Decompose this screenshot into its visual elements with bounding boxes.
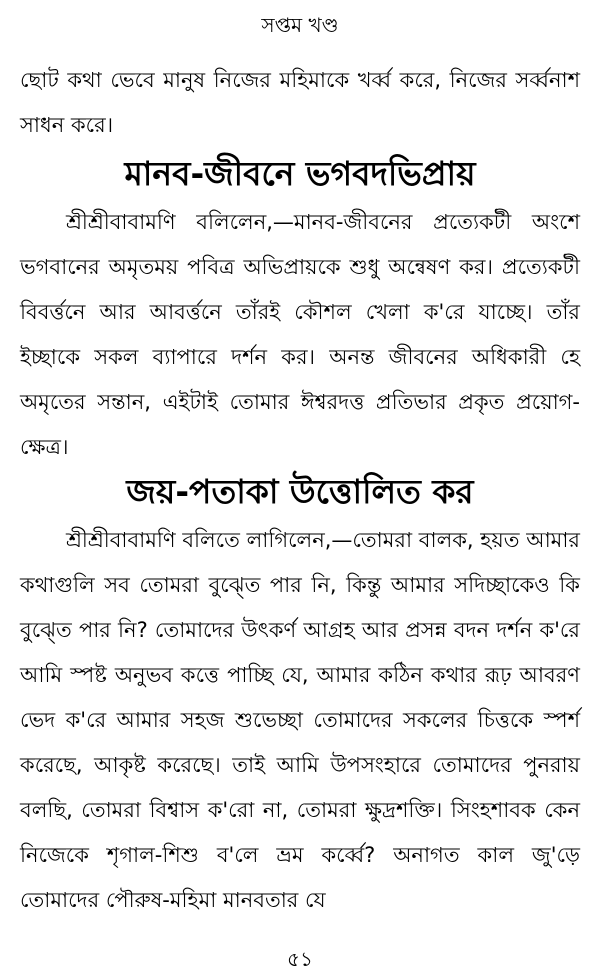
section-paragraph-2: শ্রীশ্রীবাবামণি বলিতে লাগিলেন,—তোমরা বালক, হয়ত আমার কথাগুলি সব তোমরা বুঝ্তে পার নি, কিন্তু আমার সদিচ্ছাকেও কি বুঝ্তে পার নি? তোমাদের উৎকর্ণ আগ্রহ আর প্রসন্ন বদন দর্শন ক'রে আমি স্পষ্ট অনুভব কত্তে পাচ্ছি যে, আমার কঠিন কথার রূঢ় আবরণ ভেদ ক'রে আমার সহজ শুভেচ্ছা তোমাদের সকলের চিত্তকে স্পর্শ করেছে, আকৃষ্ট করেছে। তাই আমি উপসংহারে তোমাদের পুনরায় বলছি, তোমরা বিশ্বাস ক'রো না, তোমরা ক্ষুদ্রশক্তি। সিংহশাবক কেন নিজেকে শৃগাল-শিশু ব'লে ভ্রম কর্ব্বে? অনাগত কাল জু'ড়ে তোমাদের পৌরুষ-মহিমা মানবতার যে <box>20 528 580 912</box>
running-head: সপ্তম খণ্ড <box>261 13 339 37</box>
continuation-paragraph: ছোট কথা ভেবে মানুষ নিজের মহিমাকে খর্ব্ব করে, নিজের সর্ব্বনাশ সাধন করে। <box>20 68 580 137</box>
section-heading-2: জয়-পতাকা উত্তোলিত কর <box>126 472 474 511</box>
section-heading-1: মানব-জীবনে ভগবদভিপ্রায় <box>124 154 476 193</box>
section-paragraph-1: শ্রীশ্রীবাবামণি বলিলেন,—মানব-জীবনের প্রত্যেকটী অংশে ভগবানের অমৃতময় পবিত্র অভিপ্রায়কে শুধু অন্বেষণ কর। প্রত্যেকটী বিবর্ত্তনে আর আবর্ত্তনে তাঁরই কৌশল খেলা ক'রে যাচ্ছে। তাঁর ইচ্ছাকে সকল ব্যাপারে দর্শন কর। অনন্ত জীবনের অধিকারী হে অমৃতের সন্তান, এইটাই তোমার ঈশ্বরদত্ত প্রতিভার প্রকৃত প্রয়োগ-ক্ষেত্র। <box>20 210 580 459</box>
page-number: ৫১ <box>287 947 313 971</box>
